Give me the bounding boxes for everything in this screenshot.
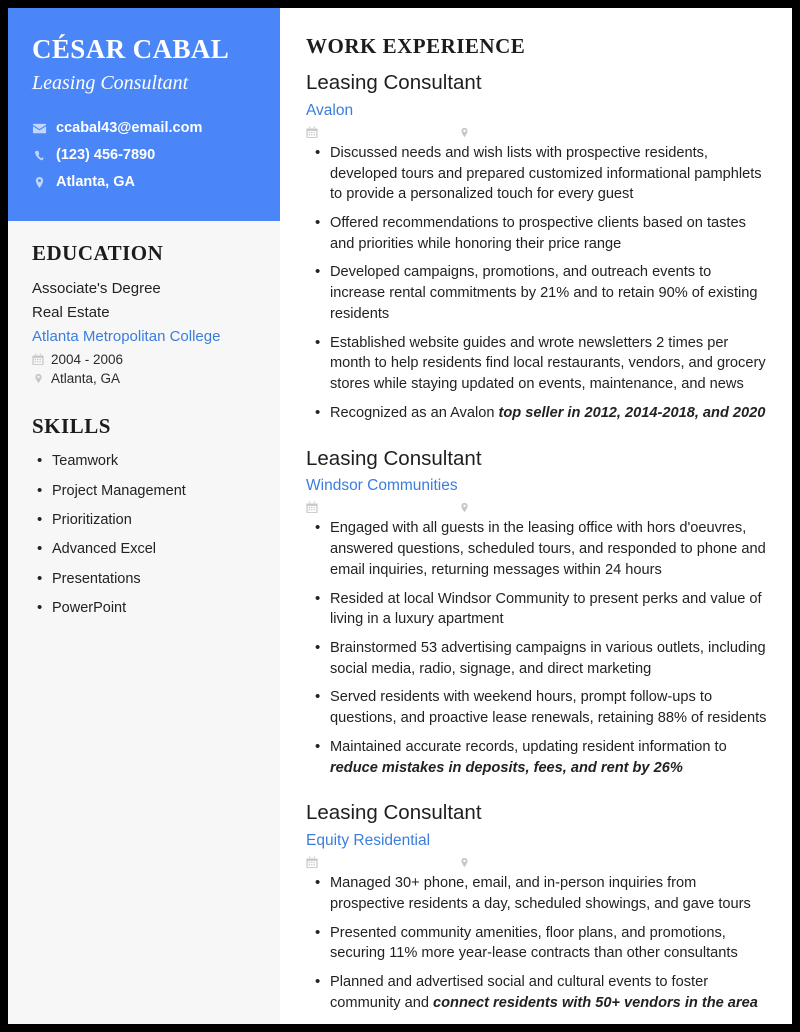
job-entry: [306, 800, 770, 1013]
bullet-text: Planned and advertised social and cultural events to foster community and: [330, 974, 709, 1011]
contact-location-value: Atlanta, GA: [56, 174, 135, 191]
education-heading: EDUCATION: [32, 241, 164, 266]
bullet-highlight: connect residents with 50+ vendors in the area: [433, 994, 758, 1011]
job-location: [458, 126, 477, 139]
job-company[interactable]: Avalon: [306, 101, 354, 119]
education-dates-value: 2004 - 2006: [51, 352, 124, 368]
header-block: [8, 8, 280, 221]
job-bullet: [306, 972, 770, 1013]
bullet-text: Recognized as an Avalon: [330, 404, 499, 421]
job-list: [306, 70, 770, 1014]
job-company[interactable]: Equity Residential: [306, 831, 431, 849]
skills-heading: SKILLS: [32, 414, 111, 439]
bullet-highlight: top seller in 2012, 2014-2018, and 2020: [498, 404, 766, 421]
calendar-icon: [306, 856, 318, 869]
envelope-icon: [32, 121, 47, 136]
job-bullet-list: [306, 873, 770, 1013]
candidate-role: Leasing Consultant: [32, 72, 189, 95]
skill-item: • Teamwork: [32, 450, 256, 472]
bullet-text: Managed 30+ phone, email, and in-person inquiries from prospective residents a day, scheduled showings, and gave tours: [330, 875, 751, 912]
education-location: [32, 371, 256, 386]
job-dates: [306, 501, 458, 514]
bullet-text: Brainstormed 53 advertising campaigns in various outlets, including social media, radio, signage, and direct marketing: [330, 640, 766, 677]
job-entry: [306, 446, 770, 779]
job-bullet: [306, 403, 770, 424]
skills-section: [8, 386, 280, 627]
job-meta: [306, 126, 770, 139]
contact-location: [32, 172, 256, 193]
job-title: Leasing Consultant: [306, 71, 482, 94]
bullet-text: Engaged with all guests in the leasing office with hors d'oeuvres, answered questions, scheduled tours, and responded to phone and email inquiries, returning messages within 24 hours: [330, 520, 766, 578]
phone-icon: [32, 148, 47, 163]
job-bullet: [306, 262, 770, 324]
education-dates: [32, 352, 256, 367]
education-location-value: Atlanta, GA: [51, 371, 121, 387]
job-title: Leasing Consultant: [306, 446, 482, 470]
job-location: [458, 856, 477, 869]
skill-item: • Prioritization: [32, 509, 256, 531]
job-bullet: [306, 518, 770, 580]
bullet-text: Developed campaigns, promotions, and outreach events to increase rental commitments by 21% and to retain 90% of existing residents: [330, 264, 758, 322]
location-pin-icon: [458, 126, 470, 139]
job-entry: [306, 70, 770, 424]
job-bullet-list: [306, 518, 770, 778]
job-location: [458, 501, 477, 514]
location-pin-icon: [32, 175, 47, 190]
education-section: [8, 221, 280, 386]
contact-email[interactable]: [32, 118, 256, 139]
job-bullet: [306, 923, 770, 964]
candidate-name: CÉSAR CABAL: [32, 34, 230, 64]
location-pin-icon: [458, 501, 470, 514]
job-bullet: [306, 638, 770, 679]
skills-list: [32, 450, 256, 620]
bullet-text: Presented community amenities, floor plans, and promotions, securing 11% more year-lease contracts than other consultants: [330, 924, 738, 962]
job-bullet: [306, 687, 770, 728]
bullet-text: Maintained accurate records, updating resident information to: [330, 738, 727, 755]
bullet-highlight: reduce mistakes in deposits, fees, and rent by 26%: [330, 759, 683, 776]
sidebar: [8, 8, 280, 1024]
bullet-text: Discussed needs and wish lists with prospective residents, developed tours and prepared customized informational pamphlets to provide a personalized touch for every guest: [330, 144, 762, 203]
calendar-icon: [306, 501, 318, 514]
resume-page: [8, 8, 792, 1024]
job-bullet: [306, 737, 770, 778]
skill-item: • Advanced Excel: [32, 538, 256, 560]
job-meta: [306, 501, 770, 514]
skill-item: • Project Management: [32, 480, 256, 502]
contact-email-value: ccabal43@email.com: [56, 120, 203, 137]
bullet-text: Offered recommendations to prospective clients based on tastes and priorities while honoring their price range: [330, 215, 746, 252]
job-bullet: [306, 873, 770, 914]
job-bullet: [306, 213, 770, 254]
job-bullet: [306, 333, 770, 395]
education-school[interactable]: Atlanta Metropolitan College: [32, 327, 221, 345]
bullet-text: Established website guides and wrote newsletters 2 times per month to help residents find local restaurants, vendors, and grocery stores while staying updated on events, maintenance, and news: [330, 334, 766, 393]
education-field: Real Estate: [32, 303, 110, 321]
work-experience-section: [280, 8, 792, 1024]
job-dates: [306, 126, 458, 139]
contact-phone[interactable]: [32, 145, 256, 166]
contact-list: [32, 118, 256, 193]
job-bullet: [306, 143, 770, 205]
job-bullet-list: [306, 143, 770, 424]
education-degree: Associate's Degree: [32, 280, 161, 298]
job-meta: [306, 856, 770, 869]
job-title: Leasing Consultant: [306, 801, 482, 825]
job-bullet: [306, 589, 770, 630]
job-dates: [306, 856, 458, 869]
job-company[interactable]: Windsor Communities: [306, 477, 458, 495]
bullet-text: Served residents with weekend hours, prompt follow-ups to questions, and proactive lease renewals, retaining 88% of residents: [330, 689, 767, 727]
skill-item: • PowerPoint: [32, 597, 256, 619]
skill-item: • Presentations: [32, 568, 256, 590]
bullet-text: Resided at local Windsor Community to present perks and value of living in a luxury apartment: [330, 590, 762, 628]
location-pin-icon: [458, 856, 470, 869]
calendar-icon: [306, 126, 318, 139]
work-experience-heading: WORK EXPERIENCE: [306, 34, 526, 58]
contact-phone-value: (123) 456-7890: [56, 147, 156, 164]
calendar-icon: [32, 353, 44, 366]
location-pin-icon: [32, 372, 44, 385]
